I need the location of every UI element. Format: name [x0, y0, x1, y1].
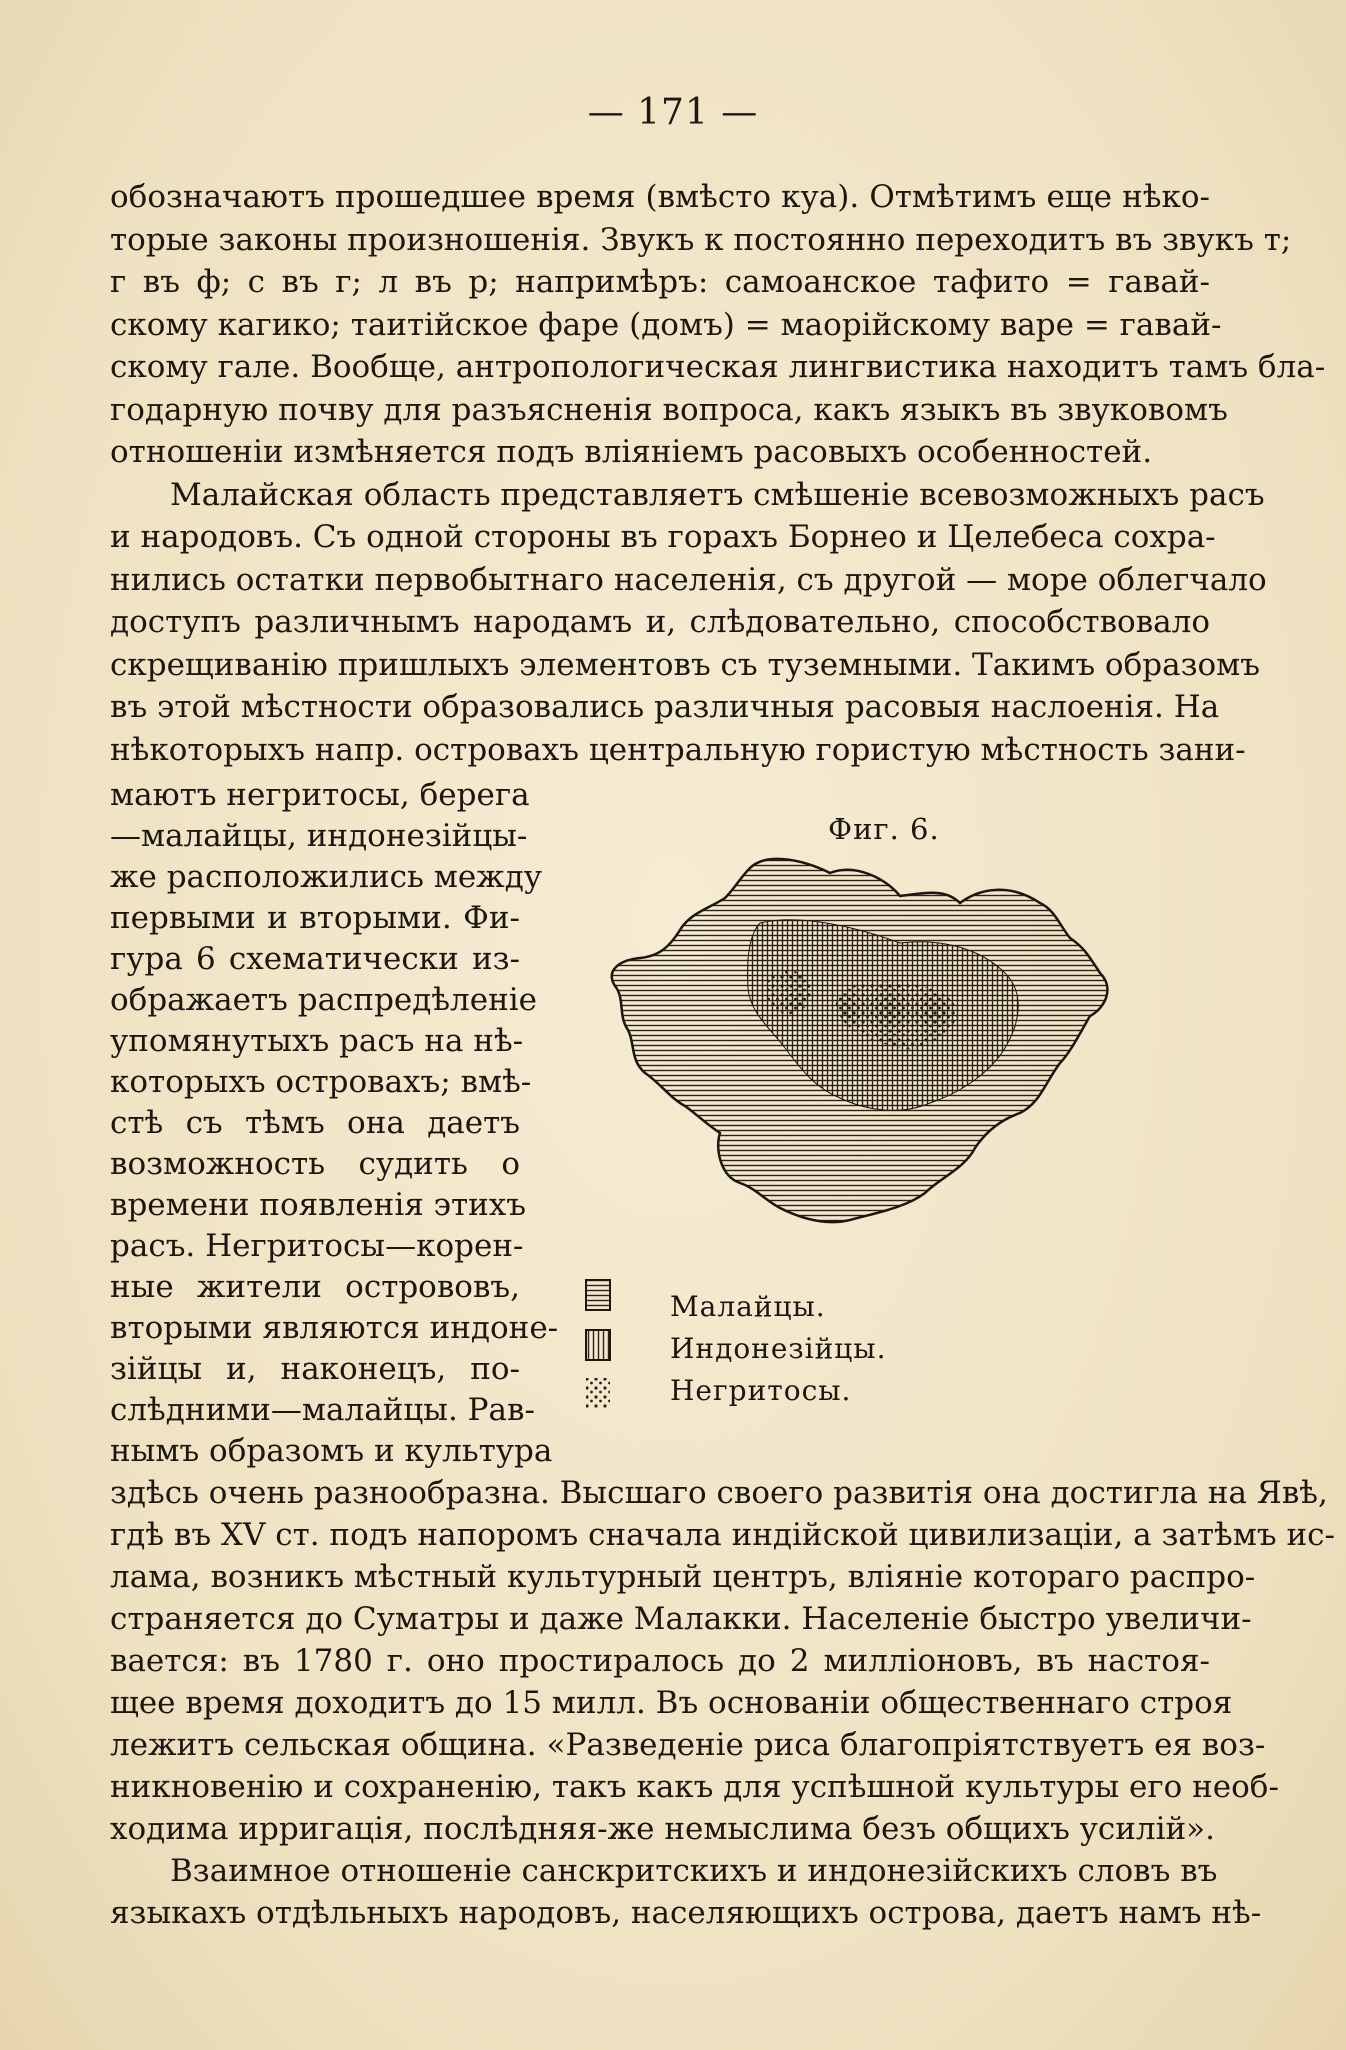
text-line: гдѣ въ XV ст. подъ напоромъ сначала индійской цивилизаціи, а затѣмъ ис- [110, 1517, 1335, 1553]
text-line: которыхъ островахъ; вмѣ- [110, 1064, 532, 1100]
text-line: ображаетъ распредѣленіе [110, 982, 538, 1018]
text-line: —малайцы, индонезійцы- [110, 818, 528, 854]
text-line: страняется до Суматры и даже Малакки. Населеніе быстро увеличи- [110, 1601, 1252, 1637]
text-line: обозначаютъ прошедшее время (вмѣсто куа). Отмѣтимъ еще нѣко- [110, 179, 1210, 215]
text-line: зійцы и, наконецъ, по- [110, 1351, 520, 1387]
text-line: торые законы произношенія. Звукъ к постоянно переходитъ въ звукъ т; [110, 221, 1292, 258]
page-number: — 171 — [587, 92, 759, 133]
legend-indonesian-swatch [576, 1328, 620, 1362]
text-line: въ этой мѣстности образовались различныя расовыя наслоенія. На [110, 689, 1220, 725]
text-line: расъ. Негритосы—корен- [110, 1228, 524, 1264]
text-line: доступъ различнымъ народамъ и, слѣдовательно, способствовало [110, 604, 1210, 640]
text-line: упомянутыхъ расъ на нѣ- [110, 1023, 524, 1059]
text-line: скому гале. Вообще, антропологическая лингвистика находитъ тамъ бла- [110, 349, 1326, 385]
text-line: времени появленія этихъ [110, 1187, 527, 1223]
text-line: лама, возникъ мѣстный культурный центръ, вліяніе котораго распро- [110, 1559, 1256, 1595]
text-line: гура 6 схематически из- [110, 941, 520, 977]
text-line: никновенію и сохраненію, такъ какъ для успѣшной культуры его необ- [110, 1769, 1279, 1805]
figure-title: Фиг. 6. [828, 812, 940, 846]
legend-indonesian-label: Индонезійцы. [670, 1332, 887, 1365]
text-line: нѣкоторыхъ напр. островахъ центральную гористую мѣстность зани- [110, 731, 1246, 768]
text-line: нымъ образомъ и культура [110, 1433, 553, 1469]
legend-negrito-swatch [576, 1376, 620, 1410]
figure-6-island-map [600, 848, 1120, 1248]
text-line: нились остатки первобытнаго населенія, съ другой — море облегчало [110, 561, 1267, 598]
text-line: вторыми являются индоне- [110, 1310, 559, 1346]
text-line: же расположились между [110, 859, 543, 895]
text-line: вается: въ 1780 г. оно простиралось до 2 милліоновъ, въ настоя- [110, 1643, 1210, 1679]
text-line: слѣдними—малайцы. Рав- [110, 1392, 535, 1428]
text-line: Малайская область представляетъ смѣшеніе всевозможныхъ расъ [170, 476, 1265, 513]
text-line: г въ ф; с въ г; л въ р; напримѣръ: самоанское тафито = гавай- [110, 264, 1210, 300]
text-line: ные жители острововъ, [110, 1269, 520, 1305]
text-line: скому кагико; таитійское фаре (домъ) = маорійскому варе = гавай- [110, 306, 1222, 343]
text-line: языкахъ отдѣльныхъ народовъ, населяющихъ острова, даетъ намъ нѣ- [110, 1895, 1262, 1931]
legend-malay-swatch [576, 1278, 620, 1312]
text-line: первыми и вторыми. Фи- [110, 900, 520, 936]
legend-negrito-label: Негритосы. [670, 1374, 852, 1407]
text-line: Взаимное отношеніе санскритскихъ и индонезійскихъ словъ въ [170, 1853, 1218, 1889]
text-line: годарную почву для разъясненія вопроса, какъ языкъ въ звуковомъ [110, 391, 1228, 428]
text-line: лежитъ сельская община. «Разведеніе риса благопріятствуетъ ея воз- [110, 1727, 1266, 1763]
legend-malay-label: Малайцы. [670, 1290, 826, 1323]
text-line: отношеніи измѣняется подъ вліяніемъ расовыхъ особенностей. [110, 434, 1153, 470]
text-line: возможность судить о [110, 1146, 520, 1182]
text-line: ходима ирригація, послѣдняя-же немыслима безъ общихъ усилій». [110, 1811, 1215, 1847]
text-line: скрещиванію пришлыхъ элементовъ съ туземными. Такимъ образомъ [110, 646, 1260, 683]
text-line: и народовъ. Съ одной стороны въ горахъ Борнео и Целебеса сохра- [110, 519, 1216, 555]
text-line: стѣ съ тѣмъ она даетъ [110, 1105, 520, 1141]
text-line: здѣсь очень разнообразна. Высшаго своего развитія она достигла на Явѣ, [110, 1475, 1328, 1511]
text-line: щее время доходитъ до 15 милл. Въ основаніи общественнаго строя [110, 1685, 1233, 1721]
text-line: маютъ негритосы, берега [110, 777, 530, 813]
